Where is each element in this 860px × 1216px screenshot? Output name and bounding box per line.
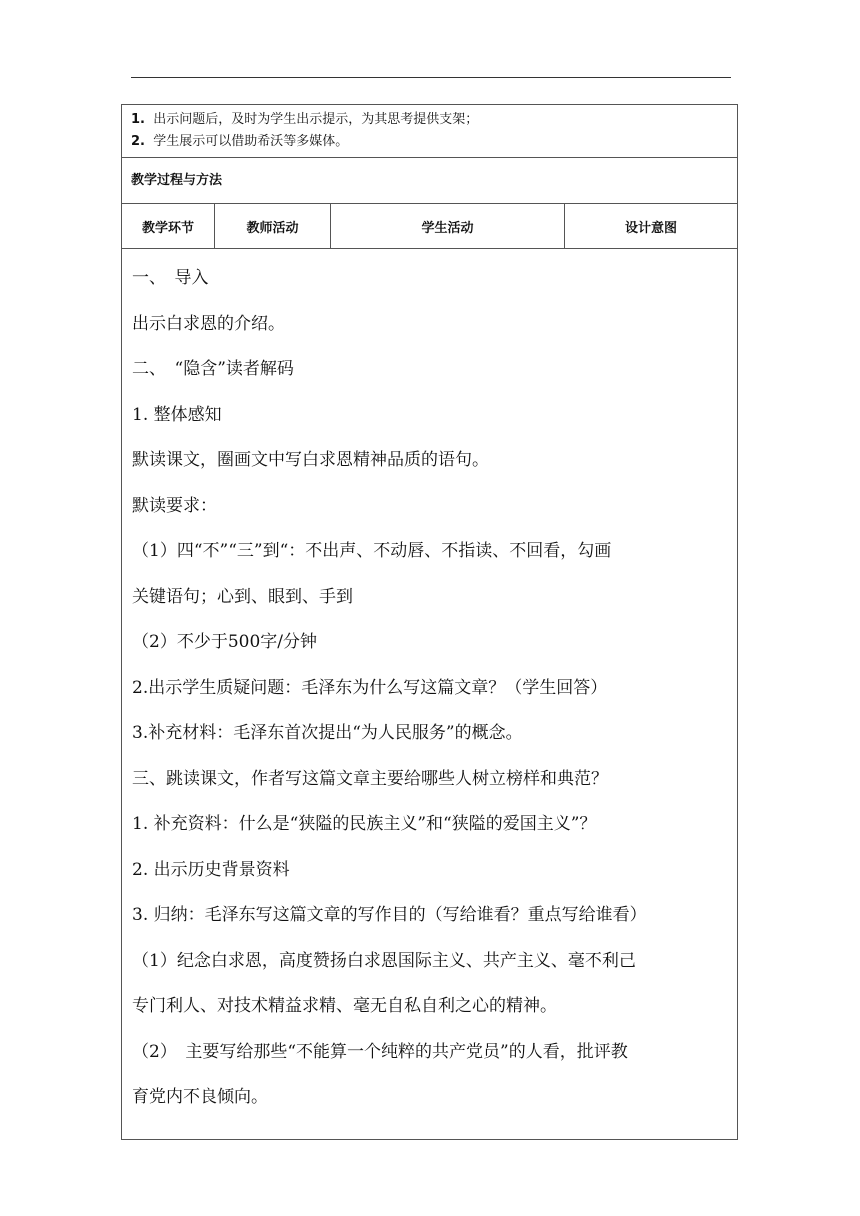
section-title: 教学过程与方法 <box>122 158 737 204</box>
column-header-row <box>122 204 737 249</box>
note-number: 1. <box>131 112 145 127</box>
body-line: 2.出示学生质疑问题：毛泽东为什么写这篇文章？（学生回答） <box>132 677 608 698</box>
body-line: 育党内不良倾向。 <box>132 1087 268 1107</box>
body-line: 1. 补充资料：什么是“狭隘的民族主义”和“狭隘的爱国主义”？ <box>132 814 597 834</box>
column-header-teacher: 教师活动 <box>215 204 331 248</box>
note-number: 2. <box>131 134 145 149</box>
header-rule <box>131 77 731 78</box>
body-line: 1. 整体感知 <box>132 404 222 425</box>
body-line: 默读课文，圈画文中写白求恩精神品质的语句。 <box>132 450 489 470</box>
column-header-stage: 教学环节 <box>122 204 215 248</box>
column-header-student: 学生活动 <box>331 204 565 248</box>
body-line: 关键语句；心到、眼到、手到 <box>132 586 353 607</box>
body-line: 2. 出示历史背景资料 <box>132 859 290 880</box>
body-line: （2） 主要写给那些“不能算一个纯粹的共产党员”的人看，批评教 <box>132 1041 628 1062</box>
body-line: 3.补充材料：毛泽东首次提出“为人民服务”的概念。 <box>132 723 523 743</box>
notes-cell <box>122 105 737 158</box>
column-header-intent: 设计意图 <box>624 220 677 236</box>
body-line: 专门利人、对技术精益求精、毫无自私自利之心的精神。 <box>132 996 557 1016</box>
lesson-table <box>121 104 738 1140</box>
body-line: （1）四“不”“三”到“：不出声、不动唇、不指读、不回看，勾画 <box>132 541 612 561</box>
body-line: （1）纪念白求恩，高度赞扬白求恩国际主义、共产主义、毫不利己 <box>132 950 636 971</box>
note-text: 出示问题后，及时为学生出示提示，为其思考提供支架； <box>153 112 479 127</box>
body-line: 二、 “隐含”读者解码 <box>132 359 294 379</box>
body-line: 出示白求恩的介绍。 <box>132 313 285 334</box>
body-line: 一、 导入 <box>132 268 209 288</box>
body-line: 默读要求： <box>132 495 217 516</box>
note-item <box>131 131 737 153</box>
body-line: 3. 归纳：毛泽东写这篇文章的写作目的（写给谁看？重点写给谁看） <box>132 905 647 925</box>
body-line: （2）不少于500字/分钟 <box>132 632 317 652</box>
note-item <box>131 109 737 131</box>
lesson-body-cell <box>122 249 737 1139</box>
note-text: 学生展示可以借助希沃等多媒体。 <box>153 134 349 149</box>
body-line: 三、跳读课文，作者写这篇文章主要给哪些人树立榜样和典范？ <box>132 768 608 789</box>
